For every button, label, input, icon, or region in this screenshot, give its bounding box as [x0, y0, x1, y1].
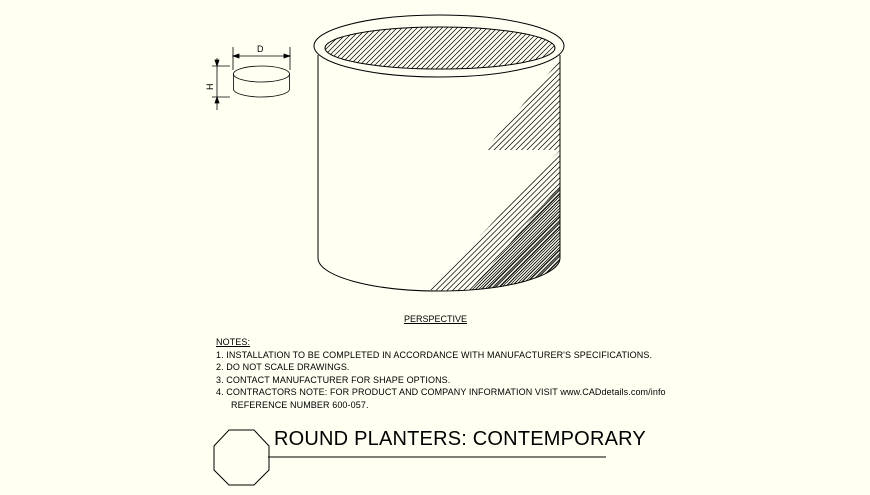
hatch-line	[423, 0, 723, 300]
hatch-line	[597, 0, 870, 300]
hatch-line	[372, 0, 672, 300]
hatch-line	[165, 0, 465, 300]
hatch-line	[321, 0, 621, 300]
hatch-line	[333, 0, 633, 300]
hatch-line	[585, 0, 870, 300]
dimension-icon	[212, 47, 290, 110]
hatch-line	[324, 0, 624, 300]
hatch-line	[639, 0, 870, 300]
hatch-line	[80, 0, 380, 300]
hatch-line	[657, 0, 870, 300]
hatch-line	[411, 0, 711, 300]
hatch-line	[614, 0, 870, 300]
height-label: H	[205, 83, 215, 90]
hatch-line	[55, 0, 355, 300]
hatch-line	[530, 0, 830, 300]
hatch-line	[30, 0, 330, 300]
hatch-line	[669, 0, 870, 300]
hatch-line	[687, 0, 870, 300]
hatch-line	[612, 0, 870, 300]
hatch-line	[608, 0, 870, 300]
hatch-line	[513, 0, 813, 300]
hatch-line	[630, 0, 870, 300]
hatch-line	[540, 0, 840, 300]
hatch-line	[471, 0, 771, 300]
hatch-line	[520, 0, 820, 300]
hatch-line	[648, 0, 870, 300]
hatch-line	[120, 0, 420, 300]
hatch-line	[559, 0, 859, 300]
hatch-line	[641, 0, 870, 300]
hatch-line	[449, 0, 749, 300]
note-item: 2. DO NOT SCALE DRAWINGS.	[216, 362, 350, 373]
hatch-line	[125, 0, 425, 300]
hatch-line	[474, 0, 774, 300]
hatch-line	[699, 0, 870, 300]
hatch-line	[65, 0, 365, 300]
hatch-line	[691, 0, 870, 300]
hatch-line	[501, 0, 801, 300]
hatch-line	[170, 0, 470, 300]
hatch-line	[25, 0, 325, 300]
hatch-line	[619, 0, 870, 300]
hatch-line	[555, 0, 855, 300]
hatch-line	[625, 0, 870, 300]
hatch-line	[417, 0, 717, 300]
hatch-line	[388, 0, 688, 300]
hatch-line	[35, 0, 335, 300]
hatch-line	[447, 0, 747, 300]
hatch-line	[690, 0, 870, 300]
drawing-title: ROUND PLANTERS: CONTEMPORARY	[274, 428, 646, 450]
hatch-line	[155, 0, 455, 300]
hatch-line	[444, 0, 744, 300]
hatch-line	[573, 0, 870, 300]
hatch-line	[526, 0, 826, 300]
hatch-line	[520, 0, 820, 300]
hatch-line	[537, 0, 837, 300]
note-item: 3. CONTACT MANUFACTURER FOR SHAPE OPTIONS.	[216, 374, 451, 385]
hatch-line	[543, 0, 843, 300]
hatch-line	[40, 0, 340, 300]
reference-number: REFERENCE NUMBER 600-057.	[231, 399, 369, 410]
hatch-line	[45, 0, 345, 300]
hatch-line	[492, 0, 792, 300]
hatch-line	[483, 0, 783, 300]
view-caption: PERSPECTIVE	[404, 314, 468, 324]
hatch-line	[20, 0, 320, 300]
hatch-line	[580, 0, 870, 300]
hatch-line	[636, 0, 870, 300]
hatch-line	[432, 0, 732, 300]
hatch-line	[130, 0, 430, 300]
inner-wall-hatch	[20, 0, 870, 300]
hatch-line	[624, 0, 870, 300]
hatch-line	[658, 0, 870, 300]
hatch-line	[663, 0, 870, 300]
hatch-line	[546, 0, 846, 300]
hatch-line	[666, 0, 870, 300]
hatch-line	[684, 0, 870, 300]
hatch-line	[489, 0, 789, 300]
hatch-line	[615, 0, 870, 300]
hatch-line	[421, 0, 721, 300]
hatch-line	[342, 0, 642, 300]
hatch-line	[582, 0, 870, 300]
hatch-line	[507, 0, 807, 300]
hatch-line	[550, 0, 850, 300]
hatch-line	[675, 0, 870, 300]
hatch-line	[642, 0, 870, 300]
hatch-line	[487, 0, 787, 300]
hatch-line	[468, 0, 768, 300]
hatch-line	[317, 0, 617, 300]
hatch-line	[586, 0, 870, 300]
hatch-line	[175, 0, 475, 300]
planter-perspective	[20, 0, 870, 300]
hatch-line	[645, 0, 870, 300]
notes-header: NOTES:	[216, 337, 251, 347]
hatch-line	[312, 0, 612, 300]
hatch-line	[95, 0, 395, 300]
hatch-line	[647, 0, 870, 300]
hatch-line	[696, 0, 870, 300]
hatch-line	[476, 0, 776, 300]
hatch-line	[493, 0, 793, 300]
hatch-line	[630, 0, 870, 300]
hatch-line	[535, 0, 835, 300]
hatch-line	[595, 0, 870, 300]
hatch-line	[377, 0, 677, 300]
hatch-line	[306, 0, 606, 300]
hatch-line	[426, 0, 726, 300]
hatch-line	[678, 0, 870, 300]
hatch-line	[542, 0, 842, 300]
hatch-line	[339, 0, 639, 300]
hatch-line	[75, 0, 375, 300]
hatch-line	[588, 0, 870, 300]
diameter-label: D	[257, 44, 264, 54]
hatch-line	[548, 0, 848, 300]
hatch-line	[576, 0, 870, 300]
body-shading-hatch	[300, 0, 870, 300]
hatch-line	[600, 0, 870, 300]
hatch-line	[328, 0, 628, 300]
hatch-line	[674, 0, 870, 300]
hatch-line	[336, 0, 636, 300]
notes-block	[216, 336, 666, 412]
hatch-line	[669, 0, 870, 300]
hatch-line	[441, 0, 741, 300]
hatch-line	[663, 0, 870, 300]
note-item: 1. INSTALLATION TO BE COMPLETED IN ACCORDANCE WITH MANUFACTURER'S SPECIFICATIONS.	[216, 349, 653, 360]
hatch-line	[618, 0, 870, 300]
hatch-line	[525, 0, 825, 300]
hatch-line	[482, 0, 782, 300]
hatch-line	[537, 0, 837, 300]
hatch-line	[60, 0, 360, 300]
hatch-line	[590, 0, 870, 300]
note-item: 4. CONTRACTORS NOTE: FOR PRODUCT AND COMPANY INFORMATION VISIT www.CADdetails.com/info	[216, 387, 666, 398]
hatch-line	[438, 0, 738, 300]
hatch-line	[311, 0, 611, 300]
hatch-line	[633, 0, 870, 300]
hatch-line	[333, 0, 633, 300]
hatch-line	[344, 0, 644, 300]
hatch-line	[140, 0, 440, 300]
hatch-line	[636, 0, 870, 300]
hatch-line	[429, 0, 729, 300]
hatch-line	[534, 0, 834, 300]
hatch-line	[693, 0, 870, 300]
hatch-line	[318, 0, 618, 300]
hatch-line	[654, 0, 870, 300]
hatch-line	[525, 0, 825, 300]
hatch-line	[90, 0, 390, 300]
hatch-line	[581, 0, 870, 300]
hatch-line	[660, 0, 870, 300]
hatch-line	[361, 0, 661, 300]
hatch-line	[606, 0, 870, 300]
hatch-line	[603, 0, 870, 300]
hatch-line	[570, 0, 870, 300]
hatch-line	[50, 0, 350, 300]
hatch-line	[531, 0, 831, 300]
hatch-line	[555, 0, 855, 300]
hatch-line	[454, 0, 754, 300]
hatch-line	[394, 0, 694, 300]
hatch-line	[696, 0, 870, 300]
hatch-line	[498, 0, 798, 300]
hatch-line	[560, 0, 860, 300]
hatch-line	[575, 0, 870, 300]
hatch-line	[460, 0, 760, 300]
hatch-line	[549, 0, 849, 300]
hatch-line	[552, 0, 852, 300]
hatch-line	[652, 0, 870, 300]
hatch-line	[135, 0, 435, 300]
hatch-line	[591, 0, 870, 300]
hatch-line	[592, 0, 870, 300]
hatch-line	[150, 0, 450, 300]
hatch-line	[416, 0, 716, 300]
hatch-line	[438, 0, 738, 300]
hatch-line	[504, 0, 804, 300]
hatch-line	[570, 0, 870, 300]
hatch-line	[339, 0, 639, 300]
hatch-line	[651, 0, 870, 300]
hatch-line	[70, 0, 370, 300]
title-symbol-octagon	[214, 430, 269, 485]
hatch-line	[579, 0, 870, 300]
hatch-line	[600, 0, 870, 300]
hatch-line	[510, 0, 810, 300]
hatch-line	[545, 0, 845, 300]
hatch-line	[456, 0, 756, 300]
hatch-line	[680, 0, 870, 300]
hatch-line	[528, 0, 828, 300]
hatch-line	[621, 0, 870, 300]
hatch-line	[443, 0, 743, 300]
hatch-line	[516, 0, 816, 300]
hatch-line	[453, 0, 753, 300]
hatch-line	[145, 0, 445, 300]
hatch-line	[85, 0, 385, 300]
hatch-line	[681, 0, 870, 300]
hatch-line	[522, 0, 822, 300]
hatch-line	[685, 0, 870, 300]
hatch-line	[477, 0, 777, 300]
hatch-line	[160, 0, 460, 300]
hatch-line	[486, 0, 786, 300]
hatch-line	[564, 0, 864, 300]
hatch-line	[105, 0, 405, 300]
hatch-line	[564, 0, 864, 300]
hatch-line	[322, 0, 622, 300]
hatch-line	[558, 0, 858, 300]
hatch-line	[597, 0, 870, 300]
hatch-line	[672, 0, 870, 300]
hatch-line	[427, 0, 727, 300]
hatch-line	[567, 0, 867, 300]
hatch-line	[585, 0, 870, 300]
hatch-line	[627, 0, 870, 300]
hatch-line	[348, 0, 648, 300]
hatch-line	[553, 0, 853, 300]
hatch-line	[115, 0, 415, 300]
hatch-line	[603, 0, 870, 300]
hatch-line	[383, 0, 683, 300]
hatch-line	[459, 0, 759, 300]
hatch-line	[100, 0, 400, 300]
hatch-line	[594, 0, 870, 300]
hatch-line	[609, 0, 870, 300]
hatch-line	[561, 0, 861, 300]
hatch-line	[531, 0, 831, 300]
hatch-line	[350, 0, 650, 300]
hatch-line	[565, 0, 865, 300]
hatch-line	[540, 0, 840, 300]
hatch-line	[462, 0, 762, 300]
hatch-line	[570, 0, 870, 300]
hatch-line	[575, 0, 870, 300]
